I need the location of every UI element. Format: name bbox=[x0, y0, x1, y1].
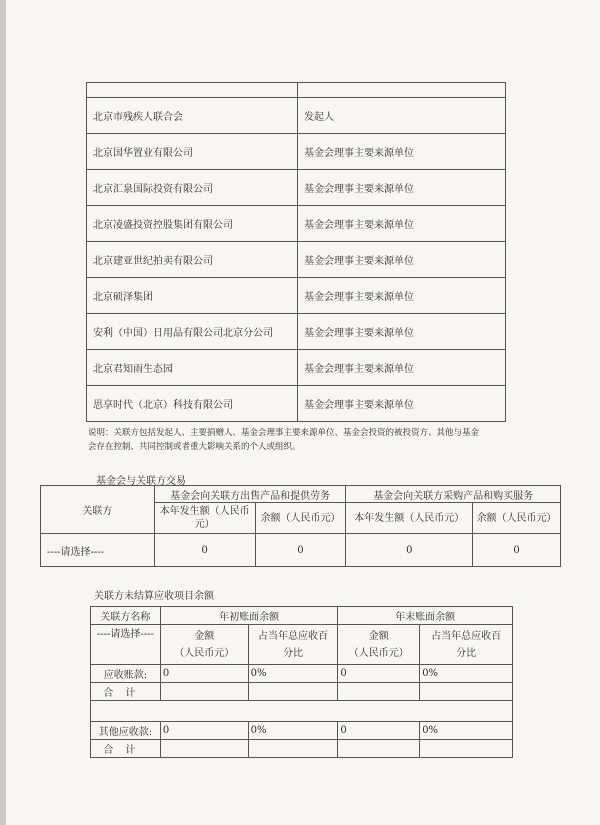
scan-edge bbox=[0, 0, 6, 825]
col-begin-pct: 占当年总应收百 分比 bbox=[248, 625, 338, 665]
party-relation: 基金会理事主要来源单位 bbox=[298, 206, 506, 242]
other-begin-amount: 0 bbox=[160, 722, 248, 740]
other-begin-pct: 0% bbox=[248, 722, 338, 740]
row-label-total: 合计 bbox=[91, 740, 161, 758]
ar-end-pct: 0% bbox=[420, 665, 513, 683]
col-begin-amount: 金额 （人民币元） bbox=[160, 625, 248, 665]
party-name: 北京君知雨生态园 bbox=[87, 350, 298, 386]
col-purchase-balance: 余额（人民币元） bbox=[473, 503, 561, 534]
table-row bbox=[91, 665, 513, 683]
name-select[interactable]: ----请选择---- bbox=[91, 625, 161, 665]
row-label-ar: 应收账款: bbox=[91, 665, 161, 683]
party-select[interactable]: ----请选择---- bbox=[41, 534, 155, 567]
col-end: 年末账面余额 bbox=[338, 607, 513, 625]
col-begin: 年初账面余额 bbox=[160, 607, 338, 625]
row-label-total: 合计 bbox=[91, 683, 161, 701]
receivables-title: 关联方未结算应收项目余额 bbox=[94, 591, 214, 602]
table-row bbox=[87, 170, 506, 206]
col-sales-balance: 余额（人民币元） bbox=[255, 503, 346, 534]
other-end-amount: 0 bbox=[338, 722, 420, 740]
col-end-amount: 金额 （人民币元） bbox=[338, 625, 420, 665]
col-end-pct: 占当年总应收百 分比 bbox=[420, 625, 513, 665]
table-row bbox=[41, 534, 561, 567]
party-name: 北京市残疾人联合会 bbox=[87, 98, 298, 134]
col-group-purchase: 基金会向关联方采购产品和购买服务 bbox=[346, 486, 561, 503]
party-relation: 基金会理事主要来源单位 bbox=[298, 386, 506, 422]
purchase-balance-value: 0 bbox=[473, 534, 561, 567]
party-relation: 基金会理事主要来源单位 bbox=[298, 350, 506, 386]
col-party: 关联方 bbox=[41, 486, 155, 534]
table-row bbox=[91, 607, 513, 625]
table-row bbox=[91, 625, 513, 665]
table-row bbox=[91, 683, 513, 701]
table-row bbox=[87, 386, 506, 422]
table-row bbox=[87, 134, 506, 170]
party-relation: 基金会理事主要来源单位 bbox=[298, 314, 506, 350]
party-name: 思享时代（北京）科技有限公司 bbox=[87, 386, 298, 422]
table-row bbox=[87, 98, 506, 134]
table-row bbox=[87, 278, 506, 314]
col-group-sales: 基金会向关联方出售产品和提供劳务 bbox=[154, 486, 346, 503]
receivables-table bbox=[90, 606, 513, 758]
party-name: 北京汇泉国际投资有限公司 bbox=[87, 170, 298, 206]
party-relation: 基金会理事主要来源单位 bbox=[298, 242, 506, 278]
table-row bbox=[87, 314, 506, 350]
table-row bbox=[87, 242, 506, 278]
table-row bbox=[91, 740, 513, 758]
table-row bbox=[87, 206, 506, 242]
party-name: 北京建亚世纪拍卖有限公司 bbox=[87, 242, 298, 278]
party-relation: 发起人 bbox=[298, 98, 506, 134]
ar-end-amount: 0 bbox=[338, 665, 420, 683]
party-name: 北京凌盛投资控股集团有限公司 bbox=[87, 206, 298, 242]
sales-amount-value: 0 bbox=[154, 534, 255, 567]
table-row bbox=[91, 722, 513, 740]
transactions-title: 基金会与关联方交易 bbox=[96, 476, 186, 487]
related-parties-table bbox=[86, 82, 506, 422]
col-purchase-amount: 本年发生额（人民币元） bbox=[346, 503, 473, 534]
table-row bbox=[87, 350, 506, 386]
ar-begin-amount: 0 bbox=[160, 665, 248, 683]
col-name: 关联方名称 bbox=[91, 607, 161, 625]
purchase-amount-value: 0 bbox=[346, 534, 473, 567]
party-name: 北京硕泽集团 bbox=[87, 278, 298, 314]
table-row bbox=[91, 701, 513, 722]
col-sales-amount: 本年发生额（人民币 元） bbox=[154, 503, 255, 534]
ar-begin-pct: 0% bbox=[248, 665, 338, 683]
related-parties-note: 说明：关联方包括发起人、主要捐赠人、基金会理事主要来源单位、基金会投资的被投资方、其他与基金 会存在控制、共同控制或者重大影响关系的个人或组织。 bbox=[88, 428, 480, 452]
other-end-pct: 0% bbox=[420, 722, 513, 740]
party-name: 安利（中国）日用品有限公司北京分公司 bbox=[87, 314, 298, 350]
table-row bbox=[87, 83, 506, 98]
table-row bbox=[41, 486, 561, 503]
party-relation: 基金会理事主要来源单位 bbox=[298, 134, 506, 170]
transactions-table bbox=[40, 485, 561, 567]
row-label-other: 其他应收款: bbox=[91, 722, 161, 740]
party-relation: 基金会理事主要来源单位 bbox=[298, 278, 506, 314]
sales-balance-value: 0 bbox=[255, 534, 346, 567]
party-relation: 基金会理事主要来源单位 bbox=[298, 170, 506, 206]
party-name: 北京国华置业有限公司 bbox=[87, 134, 298, 170]
